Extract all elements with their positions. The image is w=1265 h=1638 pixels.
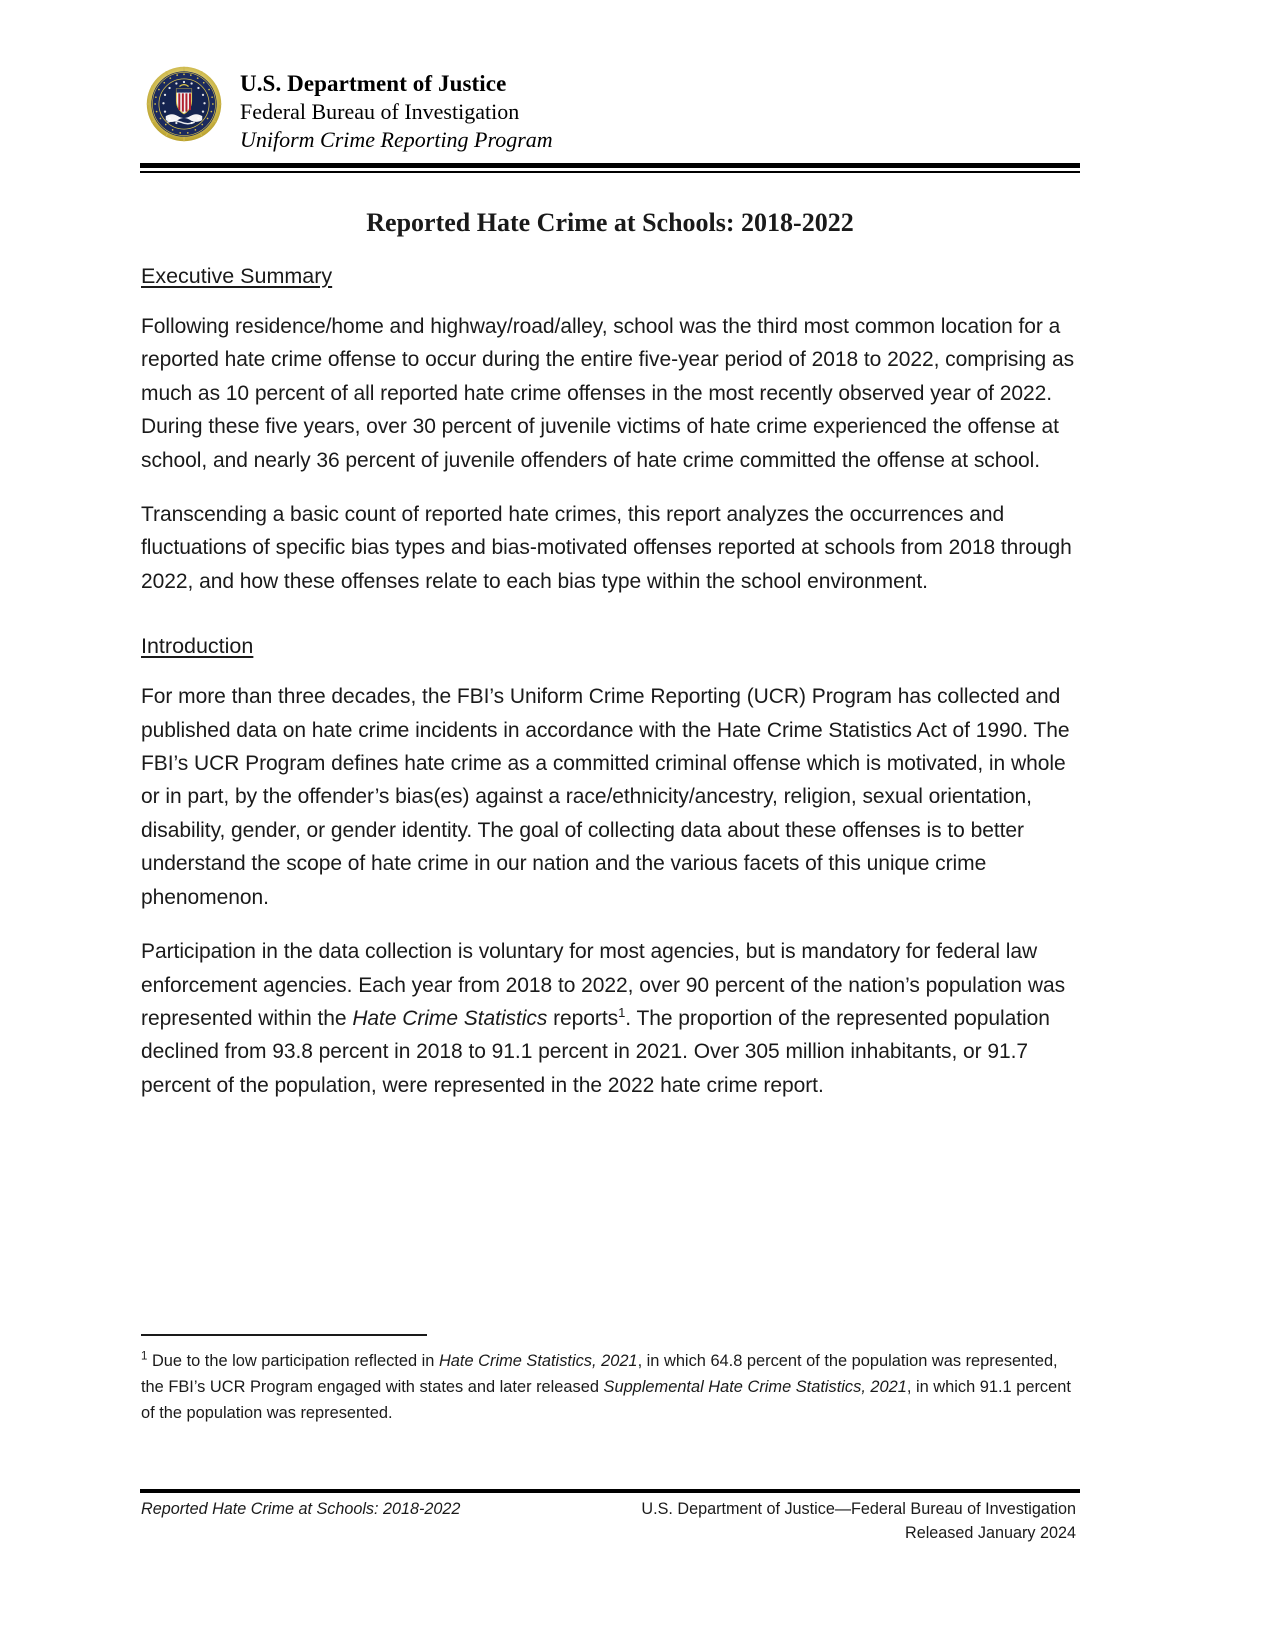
introduction-paragraph-1: For more than three decades, the FBI’s Uniform Crime Reporting (UCR) Program has collected and published data on hate crime incidents in accordance with the Hate Crime Statistics Act of 1990. The FBI’s UCR Program defines hate crime as a committed criminal offense which is motivated, in whole or in part, by the offender’s bias(es) against a race/ethnicity/ancestry, religion, sexual orientation, disability, gender, or gender identity. The goal of collecting data about these offenses is to better understand the scope of hate crime in our nation and the various facets of this unique crime phenomenon. — [141, 685, 1070, 909]
introduction-paragraph-2 — [141, 935, 1076, 1102]
agency-program: Uniform Crime Reporting Program — [240, 127, 553, 152]
header-rule-thick — [140, 163, 1080, 168]
letterhead — [140, 58, 1080, 154]
footer-separator — [140, 1489, 1080, 1493]
fbi-seal-svg — [146, 66, 222, 142]
publication-title-hate-crime-statistics: Hate Crime Statistics — [352, 1006, 548, 1030]
footer-agency-line: U.S. Department of Justice—Federal Bureau of Investigation — [641, 1500, 1076, 1518]
intro-p2-text-part-3: . The proportion of the represented population declined from 93.8 percent in 2018 to 91.1 percent in 2021. Over 305 million inhabitants, or 91.7 percent of the population, were represented in the 2022 hate crime report. — [141, 1006, 1050, 1097]
page-footer — [141, 1497, 1076, 1545]
footnote-text-part-2: , in which 64.8 percent of the population was represented, the FBI’s UCR Program engaged with states and later released — [141, 1352, 1058, 1396]
footer-release-date: Released January 2024 — [905, 1524, 1076, 1542]
heading-executive-summary: Executive Summary — [141, 264, 333, 288]
section-spacer — [141, 619, 1076, 632]
footer-agency-block — [641, 1497, 1076, 1545]
footer-document-title: Reported Hate Crime at Schools: 2018-2022 — [141, 1500, 461, 1518]
introduction-heading-row — [141, 632, 1076, 680]
footnote-1 — [141, 1348, 1076, 1426]
heading-introduction: Introduction — [141, 634, 254, 659]
header-rule-thin — [140, 171, 1080, 173]
intro-p2-text-part-1: Participation in the data collection is voluntary for most agencies, but is mandatory for federal law enforcement agencies. Each year from 2018 to 2022, over 90 percent of the nation’s population was represented within the — [141, 940, 1066, 1030]
footnote-reference-1[interactable]: 1 — [618, 1004, 626, 1020]
agency-name-block — [240, 58, 553, 154]
agency-department: U.S. Department of Justice — [240, 71, 507, 96]
footnote-publication-title-1: Hate Crime Statistics, 2021 — [438, 1352, 638, 1370]
seal-container — [140, 58, 228, 142]
executive-summary-paragraph-1: Following residence/home and highway/road/alley, school was the third most common location for a reported hate crime offense to occur during the entire five-year period of 2018 to 2022, comprising as much as 10 percent of all reported hate crime offenses in the most recently observed year of 2022. During these five years, over 30 percent of juvenile victims of hate crime experienced the offense at school, and nearly 36 percent of juvenile offenders of hate crime committed the offense at school. — [141, 315, 1075, 472]
fbi-seal-icon — [146, 66, 222, 142]
document-body — [141, 262, 1076, 1102]
agency-bureau: Federal Bureau of Investigation — [240, 99, 520, 124]
intro-p2-text-part-2: reports — [547, 1006, 619, 1030]
footnote-text-part-3: , in which 91.1 percent of the population was represented. — [141, 1378, 1071, 1422]
footnote-separator — [141, 1334, 427, 1336]
page-title: Reported Hate Crime at Schools: 2018-2022 — [366, 208, 854, 237]
footnote-text-part-1: Due to the low participation reflected in — [147, 1352, 439, 1370]
footnote-marker: 1 — [141, 1350, 148, 1363]
footnote-publication-title-2: Supplemental Hate Crime Statistics, 2021 — [603, 1378, 907, 1396]
executive-summary-paragraph-2: Transcending a basic count of reported hate crimes, this report analyzes the occurrences and fluctuations of specific bias types and bias-motivated offenses reported at schools from 2018 through 2022, and how these offenses relate to each bias type within the school environment. — [141, 503, 1072, 593]
executive-summary-heading-row — [141, 262, 1076, 310]
